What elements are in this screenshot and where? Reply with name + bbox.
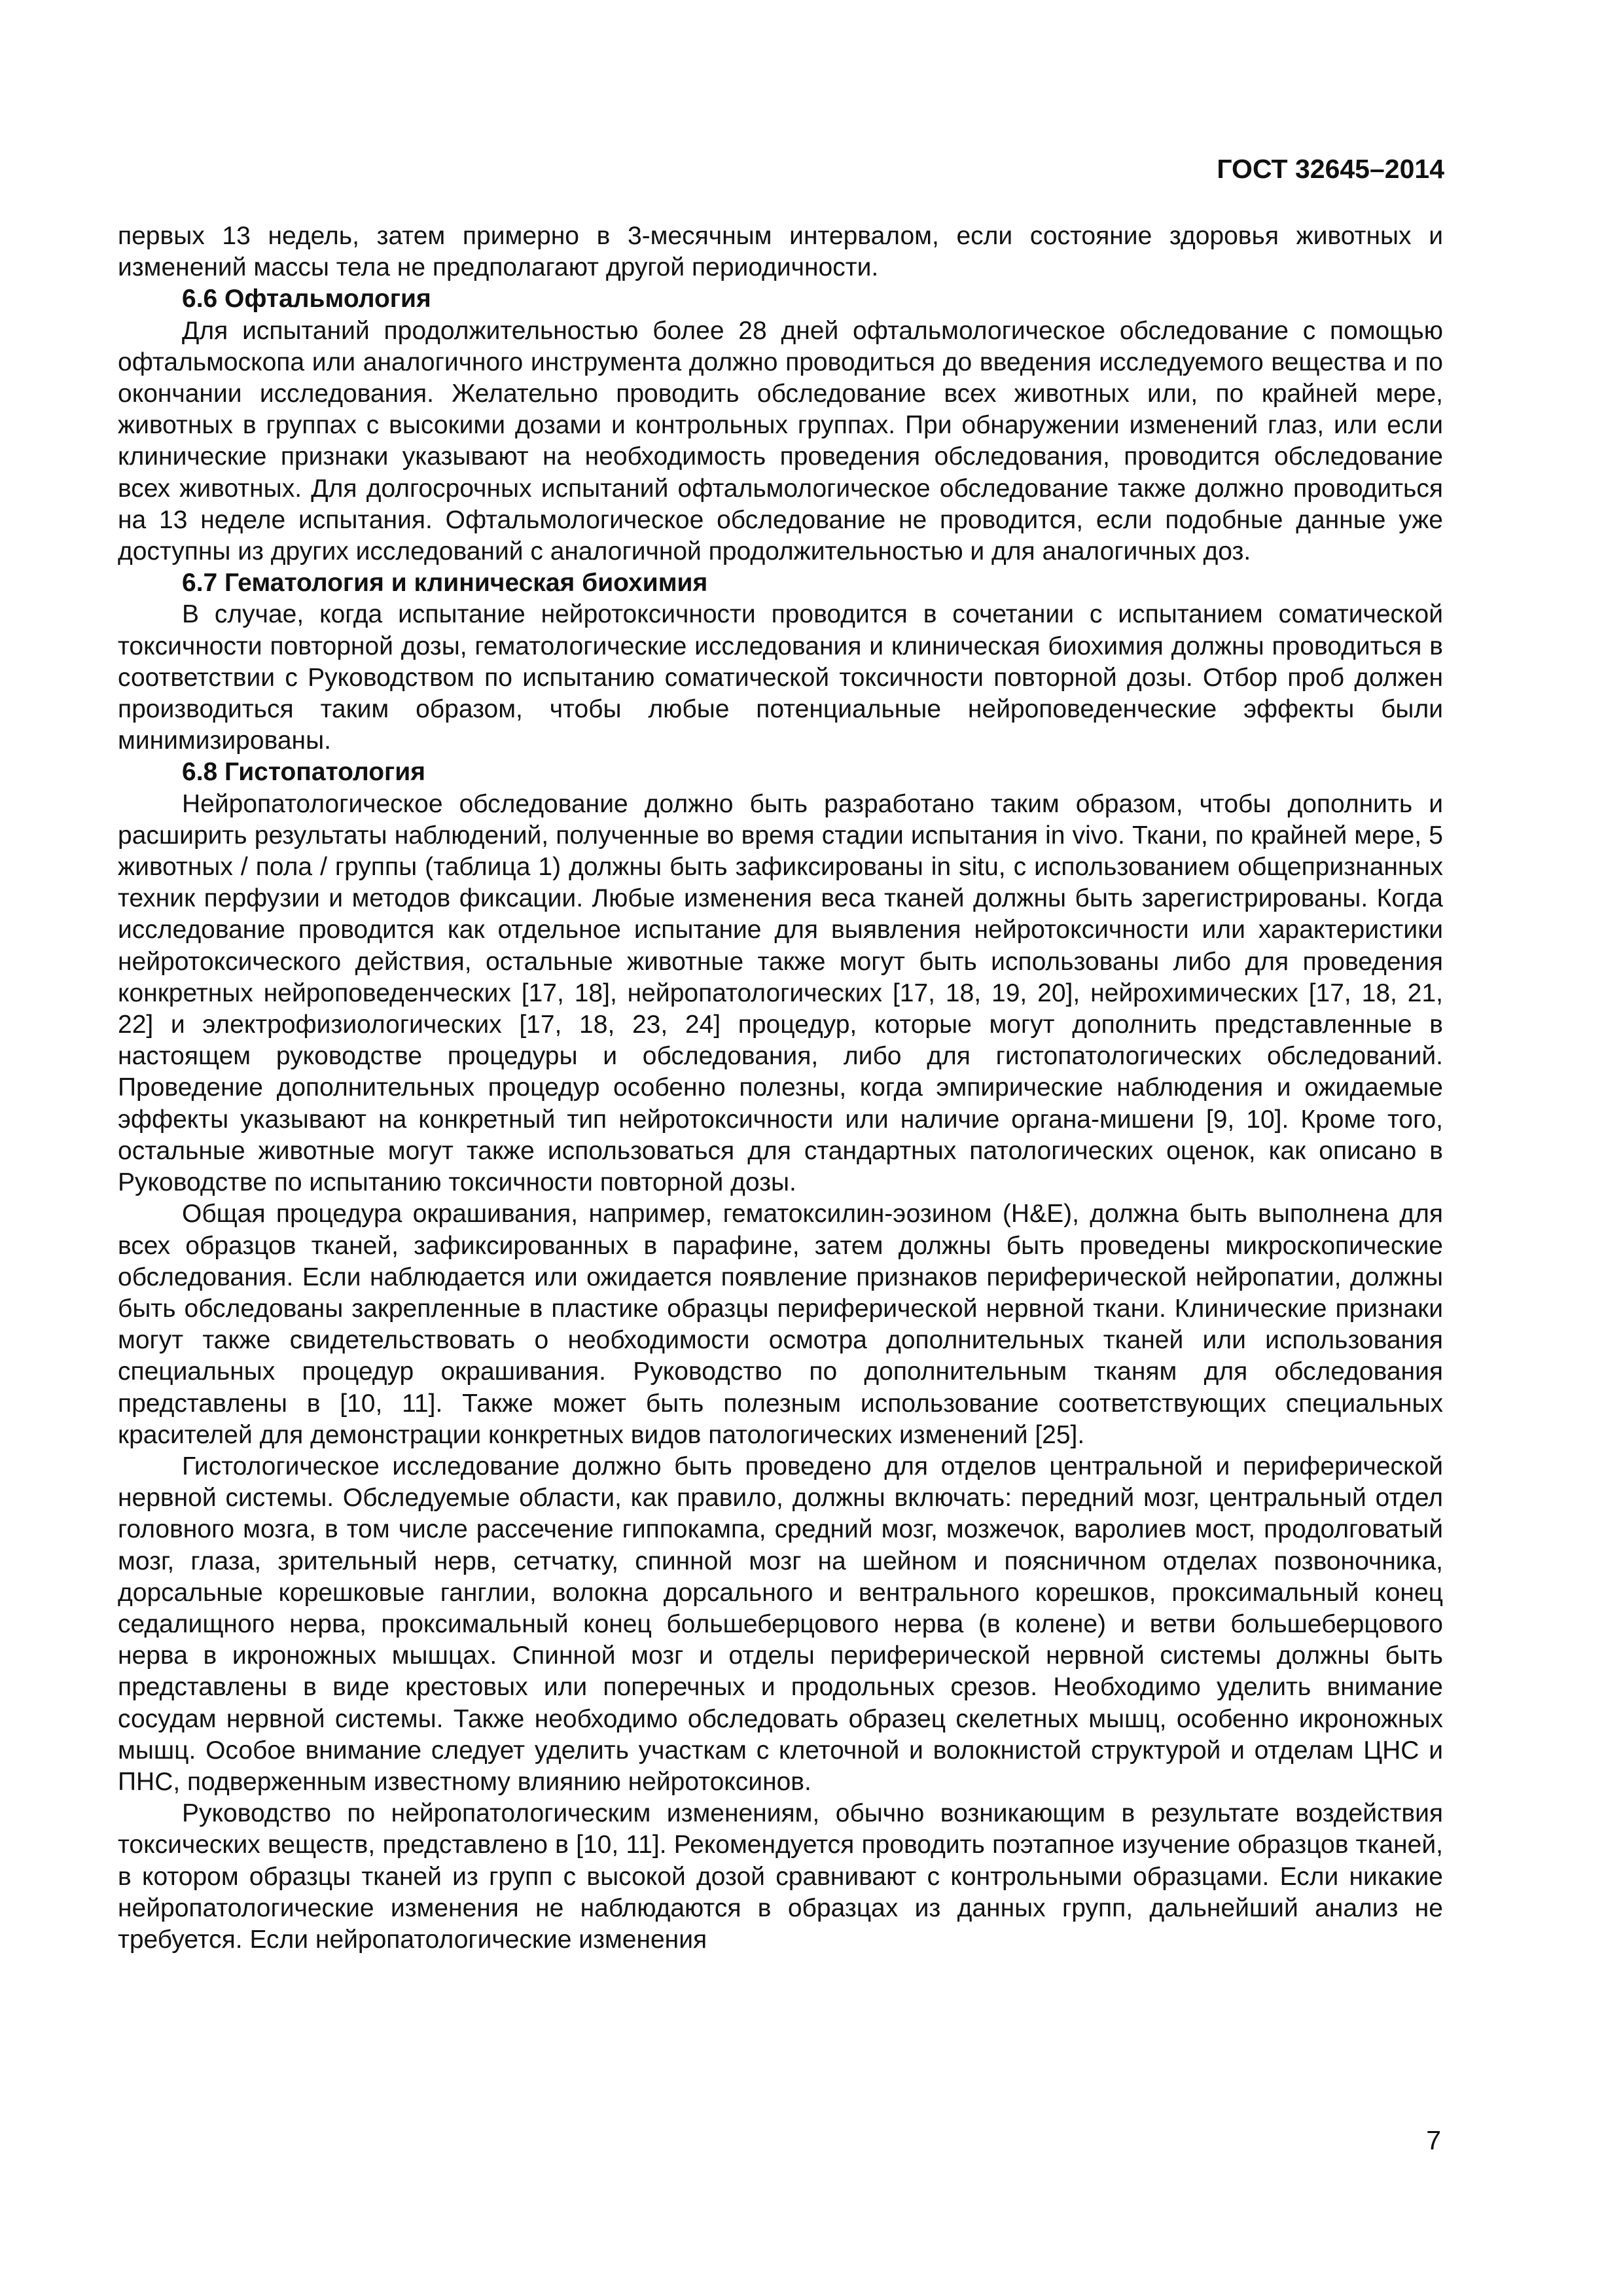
section-heading-6-6: 6.6 Офтальмология xyxy=(182,285,431,314)
paragraph-hematology: В случае, когда испытание нейротоксичности проводится в сочетании с испытанием соматической токсичности повторной дозы, гематологические исследования и клиническая биохимия должны проводиться в соответствии с Руководством по испытанию соматической токсичности повторной дозы. Отбор проб должен производиться таким образом, чтобы любые потенциальные нейроповеденческие эффекты были минимизированы. xyxy=(118,600,1443,755)
document-body xyxy=(118,221,1443,1956)
paragraph-histopathology-2: Общая процедура окрашивания, например, гематоксилин-эозином (H&E), должна быть выполнена для всех образцов тканей, зафиксированных в парафине, затем должны быть проведены микроскопические обследования. Если наблюдается или ожидается появление признаков периферической нейропатии, должны быть обследованы закрепленные в пластике образцы периферической нервной ткани. Клинические признаки могут также свидетельствовать о необходимости осмотра дополнительных тканей или использования специальных процедур окрашивания. Руководство по дополнительным тканям для обследования представлены в [10, 11]. Также может быть полезным использование соответствующих специальных красителей для демонстрации конкретных видов патологических изменений [25]. xyxy=(118,1200,1443,1449)
paragraph-continuation: первых 13 недель, затем примерно в 3-месячным интервалом, если состояние здоровья животных и изменений массы тела не предполагают другой периодичности. xyxy=(118,222,1443,282)
section-heading-6-8: 6.8 Гистопатология xyxy=(182,758,426,787)
paragraph-histopathology-4: Руководство по нейропатологическим изменениям, обычно возникающим в результате воздействия токсических веществ, представлено в [10, 11]. Рекомендуется проводить поэтапное изучение образцов тканей, в котором образцы тканей из групп с высокой дозой сравнивают с контрольными образцами. Если никакие нейропатологические изменения не наблюдаются в образцах из данных групп, дальнейший анализ не требуется. Если нейропатологические изменения xyxy=(118,1799,1443,1954)
page-number: 7 xyxy=(1426,2125,1441,2155)
paragraph-ophthalmology: Для испытаний продолжительностью более 28 дней офтальмологическое обследование с помощью офтальмоскопа или аналогичного инструмента должно проводиться до введения исследуемого вещества и по окончании исследования. Желательно проводить обследование всех животных или, по крайней мере, животных в группах с высокими дозами и контрольных группах. При обнаружении изменений глаз, или если клинические признаки указывают на необходимость проведения обследования, проводится обследование всех животных. Для долгосрочных испытаний офтальмологическое обследование также должно проводиться на 13 неделе испытания. Офтальмологическое обследование не проводится, если подобные данные уже доступны из других исследований с аналогичной продолжительностью и для аналогичных доз. xyxy=(118,316,1443,566)
paragraph-histopathology-3: Гистологическое исследование должно быть проведено для отделов центральной и периферической нервной системы. Обследуемые области, как правило, должны включать: передний мозг, центральный отдел головного мозга, в том числе рассечение гиппокампа, средний мозг, мозжечок, варолиев мост, продолговатый мозг, глаза, зрительный нерв, сетчатку, спинной мозг на шейном и поясничном отделах позвоночника, дорсальные корешковые ганглии, волокна дорсального и вентрального корешков, проксимальный конец седалищного нерва, проксимальный конец большеберцового нерва (в колене) и ветви большеберцового нерва в икроножных мышцах. Спинной мозг и отделы периферической нервной системы должны быть представлены в виде крестовых или поперечных и продольных срезов. Необходимо уделить внимание сосудам нервной системы. Также необходимо обследовать образец скелетных мышц, особенно икроножных мышц. Особое внимание следует уделить участкам с клеточной и волокнистой структурой и отделам ЦНС и ПНС, подверженным известному влиянию нейротоксинов. xyxy=(118,1452,1443,1796)
section-heading-6-7: 6.7 Гематология и клиническая биохимия xyxy=(182,569,708,598)
document-code-header: ГОСТ 32645–2014 xyxy=(1217,154,1444,184)
paragraph-histopathology-1: Нейропатологическое обследование должно быть разработано таким образом, чтобы дополнить и расширить результаты наблюдений, полученные во время стадии испытания in vivo. Ткани, по крайней мере, 5 животных / пола / группы (таблица 1) должны быть зафиксированы in situ, с использованием общепризнанных техник перфузии и методов фиксации. Любые изменения веса тканей должны быть зарегистрированы. Когда исследование проводится как отдельное испытание для выявления нейротоксичности или характеристики нейротоксического действия, остальные животные также могут быть использованы либо для проведения конкретных нейроповеденческих [17, 18], нейропатологических [17, 18, 19, 20], нейрохимических [17, 18, 21, 22] и электрофизиологических [17, 18, 23, 24] процедур, которые могут дополнить представленные в настоящем руководстве процедуры и обследования, либо для гистопатологических обследований. Проведение дополнительных процедур особенно полезны, когда эмпирические наблюдения и ожидаемые эффекты указывают на конкретный тип нейротоксичности или наличие органа-мишени [9, 10]. Кроме того, остальные животные могут также использоваться для стандартных патологических оценок, как описано в Руководстве по испытанию токсичности повторной дозы. xyxy=(118,789,1443,1197)
